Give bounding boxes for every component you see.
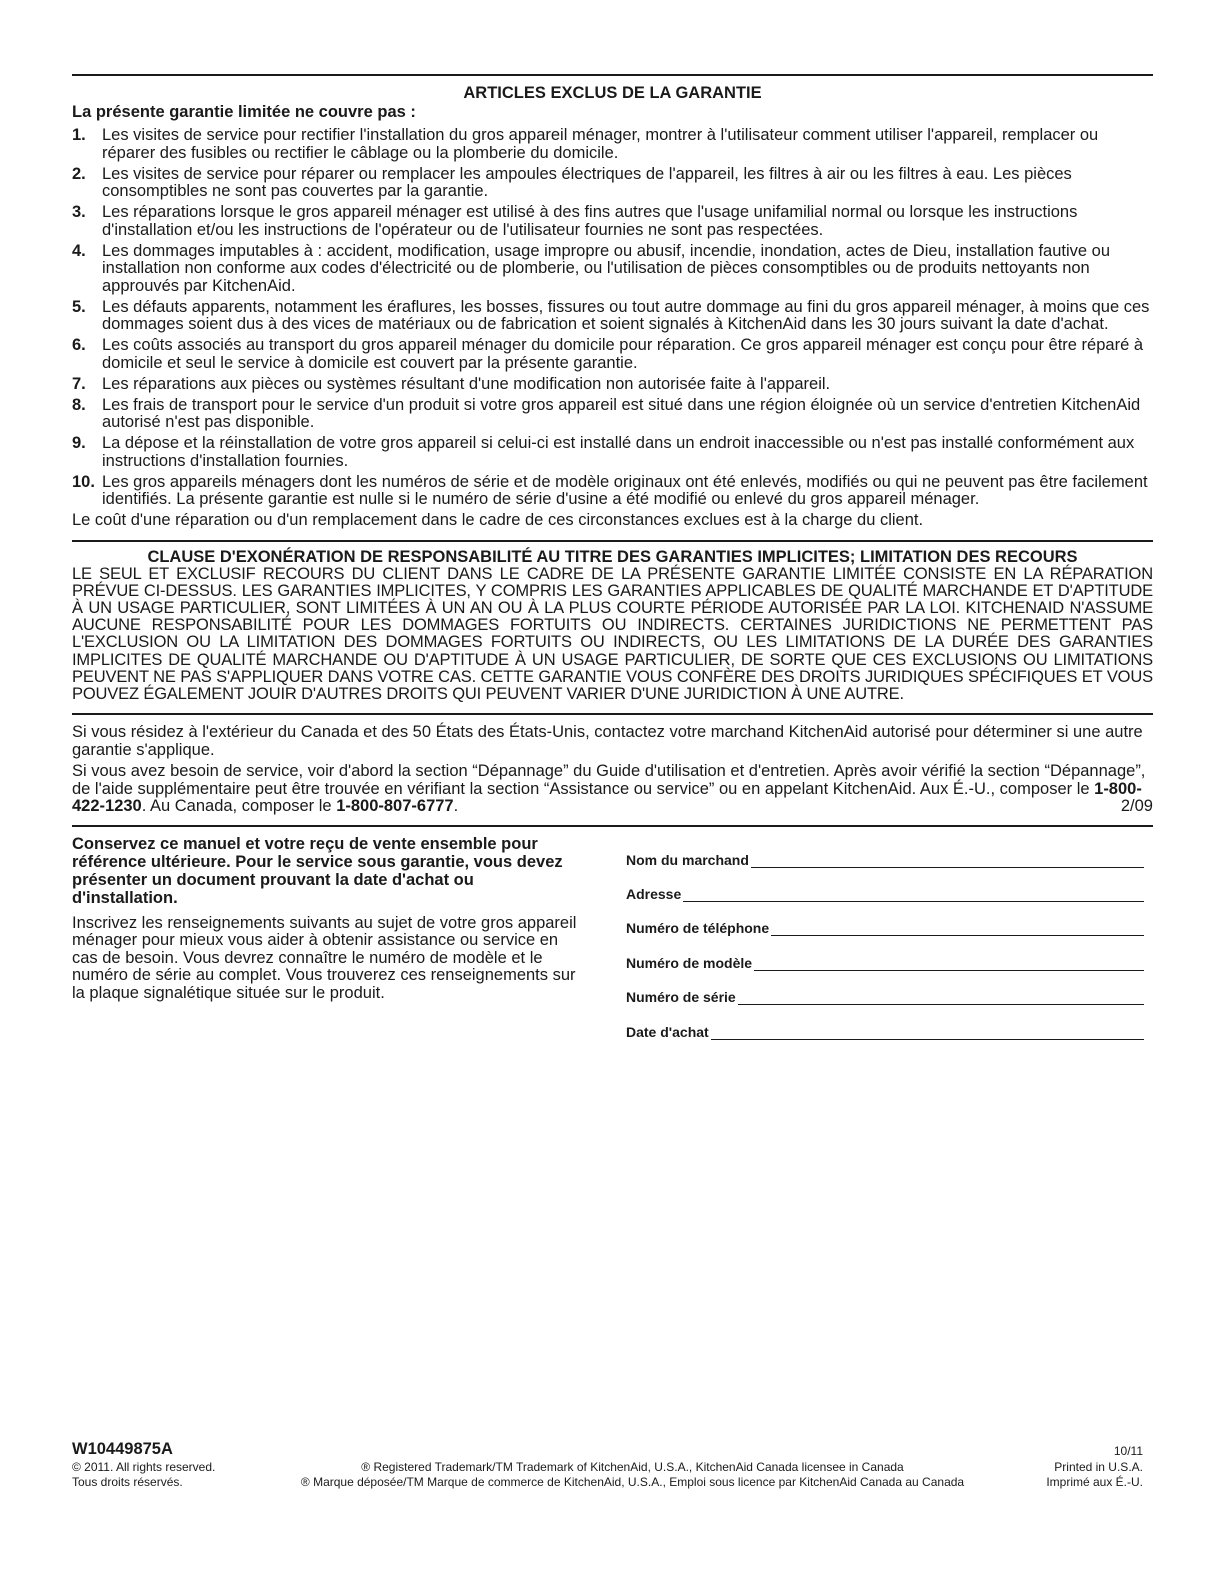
item-number: 1. xyxy=(72,126,86,144)
footer-date: 10/11 xyxy=(1113,1444,1143,1458)
copyright: © 2011. All rights reserved. xyxy=(72,1460,216,1474)
list-item xyxy=(72,243,1153,296)
exclusions-lead: La présente garantie limitée ne couvre pas : xyxy=(72,103,416,121)
keep-bold: Conservez ce manuel et votre reçu de vente ensemble pour référence ultérieure. Pour le service sous garantie, vous devez présenter un document prouvant la date d'achat ou d'installation. xyxy=(72,834,563,907)
item-text: Les réparations aux pièces ou systèmes résultant d'une modification non autorisée faite à l'appareil. xyxy=(102,374,831,393)
outside-text: Si vous résidez à l'extérieur du Canada et des 50 États des États-Unis, contactez votre marchand KitchenAid autorisé pour déterminer si une autre garantie s'applique. xyxy=(72,723,1143,759)
field-label: Date d'achat xyxy=(626,1023,709,1040)
address-field[interactable] xyxy=(626,885,1144,902)
service-help xyxy=(72,763,1153,816)
item-number: 6. xyxy=(72,336,86,354)
top-rule xyxy=(72,74,1153,76)
item-number: 3. xyxy=(72,203,86,221)
list-item xyxy=(72,127,1153,162)
item-number: 9. xyxy=(72,434,86,452)
list-item xyxy=(72,397,1153,432)
field-line[interactable] xyxy=(771,923,1144,936)
item-text: La dépose et la réinstallation de votre gros appareil si celui-ci est installé dans un endroit inaccessible ou n'est pas installé conformément aux instructions d'installation fournies. xyxy=(102,434,1135,470)
part-number: W10449875A xyxy=(72,1440,173,1458)
field-line[interactable] xyxy=(711,1027,1144,1040)
item-text: Les défauts apparents, notamment les éraflures, les bosses, fissures ou tout autre dommage au fini du gros appareil ménager, à moins que ces dommages soient dus à des vices de matériaux ou de fabrication et soient signalés à KitchenAid dans les 30 jours suivant la date d'achat. xyxy=(102,297,1150,333)
clause-body: LE SEUL ET EXCLUSIF RECOURS DU CLIENT DANS LE CADRE DE LA PRÉSENTE GARANTIE LIMITÉE CONSISTE EN LA RÉPARATION PRÉVUE CI-DESSUS. LES GARANTIES IMPLICITES, Y COMPRIS LES GARANTIES APPLICABLES DE QUALITÉ MARCHANDE ET D'APTITUDE À UN USAGE PARTICULIER, SONT LIMITÉES À UN AN OU À LA PLUS COURTE PÉRIODE AUTORISÉE PAR LA LOI. KITCHENAID N'ASSUME AUCUNE RESPONSABILITÉ POUR LES DOMMAGES FORTUITS OU INDIRECTS. CERTAINES JURIDICTIONS NE PERMETTENT PAS L'EXCLUSION OU LA LIMITATION DES DOMMAGES FORTUITS OU INDIRECTS, OU LES LIMITATIONS DE LA DURÉE DES GARANTIES IMPLICITES DE QUALITÉ MARCHANDE OU D'APTITUDE À UN USAGE PARTICULIER, DE SORTE QUE CES EXCLUSIONS OU LIMITATIONS PEUVENT NE PAS S'APPLIQUER DANS VOTRE CAS. CETTE GARANTIE VOUS CONFÈRE DES DROITS JURIDIQUES SPÉCIFIQUES ET VOUS POUVEZ ÉGALEMENT JOUIR D'AUTRES DROITS QUI PEUVENT VARIER D'UNE JURIDICTION À UNE AUTRE. xyxy=(72,564,1153,703)
list-item xyxy=(72,337,1153,372)
help-text: Si vous avez besoin de service, voir d'abord la section “Dépannage” du Guide d'utilisation et d'entretien. Après avoir vérifié la section “Dépannage”, de l'aide supplémentaire peut être trouvée en vérifiant la section “Assistance ou service” ou en appelant KitchenAid. Aux É.-U., composer le xyxy=(72,762,1146,798)
list-item xyxy=(72,204,1153,239)
field-label: Adresse xyxy=(626,886,682,903)
field-line[interactable] xyxy=(751,855,1144,868)
us-phone: 1-800-422-1230 xyxy=(72,779,1142,816)
warranty-page xyxy=(72,74,1153,1057)
trademark-en: ® Registered Trademark/TM Trademark of KitchenAid, U.S.A., KitchenAid Canada licensee in Canada xyxy=(361,1460,904,1474)
footer xyxy=(72,1440,1143,1489)
item-text: Les réparations lorsque le gros appareil ménager est utilisé à des fins autres que l'usage unifamilial normal ou lorsque les instructions d'installation et/ou les instructions de l'opérateur ou de l'utilisateur fournies ne sont pas respectées. xyxy=(102,203,1078,239)
help-end: . xyxy=(453,797,459,816)
serial-field[interactable] xyxy=(626,988,1144,1005)
keep-body: Inscrivez les renseignements suivants au sujet de votre gros appareil ménager pour mieux vous aider à obtenir assistance ou service en cas de besoin. Vous devrez connaître le numéro de modèle et le numéro de série au complet. Vous trouverez ces renseignements sur la plaque signalétique située sur le produit. xyxy=(72,913,577,1002)
item-number: 5. xyxy=(72,297,86,316)
footer-row-en xyxy=(72,1460,1143,1474)
field-label: Nom du marchand xyxy=(626,851,749,868)
exclusions-title: ARTICLES EXCLUS DE LA GARANTIE xyxy=(463,84,762,102)
list-item xyxy=(72,435,1153,470)
printed-fr: Imprimé aux É.-U. xyxy=(1046,1475,1143,1489)
clause-title: CLAUSE D'EXONÉRATION DE RESPONSABILITÉ AU TITRE DES GARANTIES IMPLICITES; LIMITATION DES RECOURS xyxy=(147,547,1078,566)
item-number: 4. xyxy=(72,241,86,260)
exclusions-list xyxy=(72,127,1153,509)
item-text: Les visites de service pour rectifier l'installation du gros appareil ménager, montrer à l'utilisateur comment utiliser l'appareil, remplacer ou réparer des fusibles ou rectifier le câblage ou la plomberie du domicile. xyxy=(102,126,1099,162)
list-item xyxy=(72,474,1153,509)
field-line[interactable] xyxy=(683,889,1144,902)
item-text: Les gros appareils ménagers dont les numéros de série et de modèle originaux ont été enlevés, modifiés ou qui ne peuvent pas être facilement identifiés. La présente garantie est nulle si le numéro de série d'usine a été modifié ou enlevé du gros appareil ménager. xyxy=(102,472,1148,508)
clause-rule xyxy=(72,540,1153,542)
canada-text: . Au Canada, composer le xyxy=(141,797,337,816)
rights-fr: Tous droits réservés. xyxy=(72,1475,183,1489)
field-label: Numéro de modèle xyxy=(626,954,753,971)
trademark-fr: ® Marque déposée/TM Marque de commerce de KitchenAid, U.S.A., Emploi sous licence par KitchenAid Canada au Canada xyxy=(300,1475,965,1489)
item-number: 10. xyxy=(72,472,95,491)
printed-en: Printed in U.S.A. xyxy=(1054,1460,1143,1474)
item-text: Les visites de service pour réparer ou remplacer les ampoules électriques de l'appareil, les filtres à air ou les filtres à eau. Les pièces consomptibles ne sont pas couvertes par la garantie. xyxy=(102,164,1072,200)
contact-rule xyxy=(72,713,1153,715)
record-form xyxy=(626,835,1144,1057)
revision-date: 2/09 xyxy=(1120,797,1153,816)
model-field[interactable] xyxy=(626,954,1144,971)
item-text: Les coûts associés au transport du gros appareil ménager du domicile pour réparation. Ce gros appareil ménager est conçu pour être réparé à domicile et seul le service à domicile est couvert par la présente garantie. xyxy=(102,336,1144,372)
footer-row-fr xyxy=(72,1475,1143,1489)
item-number: 7. xyxy=(72,374,86,393)
phone-field[interactable] xyxy=(626,919,1144,936)
field-line[interactable] xyxy=(754,958,1144,971)
item-text: Les frais de transport pour le service d'un produit si votre gros appareil est situé dans une région éloignée où un service d'entretien KitchenAid autorisé n'est pas disponible. xyxy=(102,395,1141,431)
list-item xyxy=(72,376,1153,394)
list-item xyxy=(72,299,1153,334)
list-item xyxy=(72,166,1153,201)
field-line[interactable] xyxy=(738,992,1144,1005)
dealer-field[interactable] xyxy=(626,851,1144,868)
field-label: Numéro de téléphone xyxy=(626,920,770,937)
record-section xyxy=(72,835,1153,1057)
item-number: 8. xyxy=(72,395,86,414)
canada-phone: 1-800-807-6777 xyxy=(336,797,454,816)
field-label: Numéro de série xyxy=(626,989,736,1006)
cost-note: Le coût d'une réparation ou d'un remplacement dans le cadre de ces circonstances exclues est à la charge du client. xyxy=(72,511,924,529)
purchase-date-field[interactable] xyxy=(626,1023,1144,1040)
bottom-rule xyxy=(72,825,1153,827)
item-text: Les dommages imputables à : accident, modification, usage impropre ou abusif, incendie, inondation, actes de Dieu, installation fautive ou installation non conforme aux codes d'électricité ou de plomberie, ou l'utilisation de pièces consomptibles ou de produits nettoyants non approuvés par KitchenAid. xyxy=(102,241,1111,295)
item-number: 2. xyxy=(72,164,86,183)
keep-info xyxy=(72,835,584,1057)
